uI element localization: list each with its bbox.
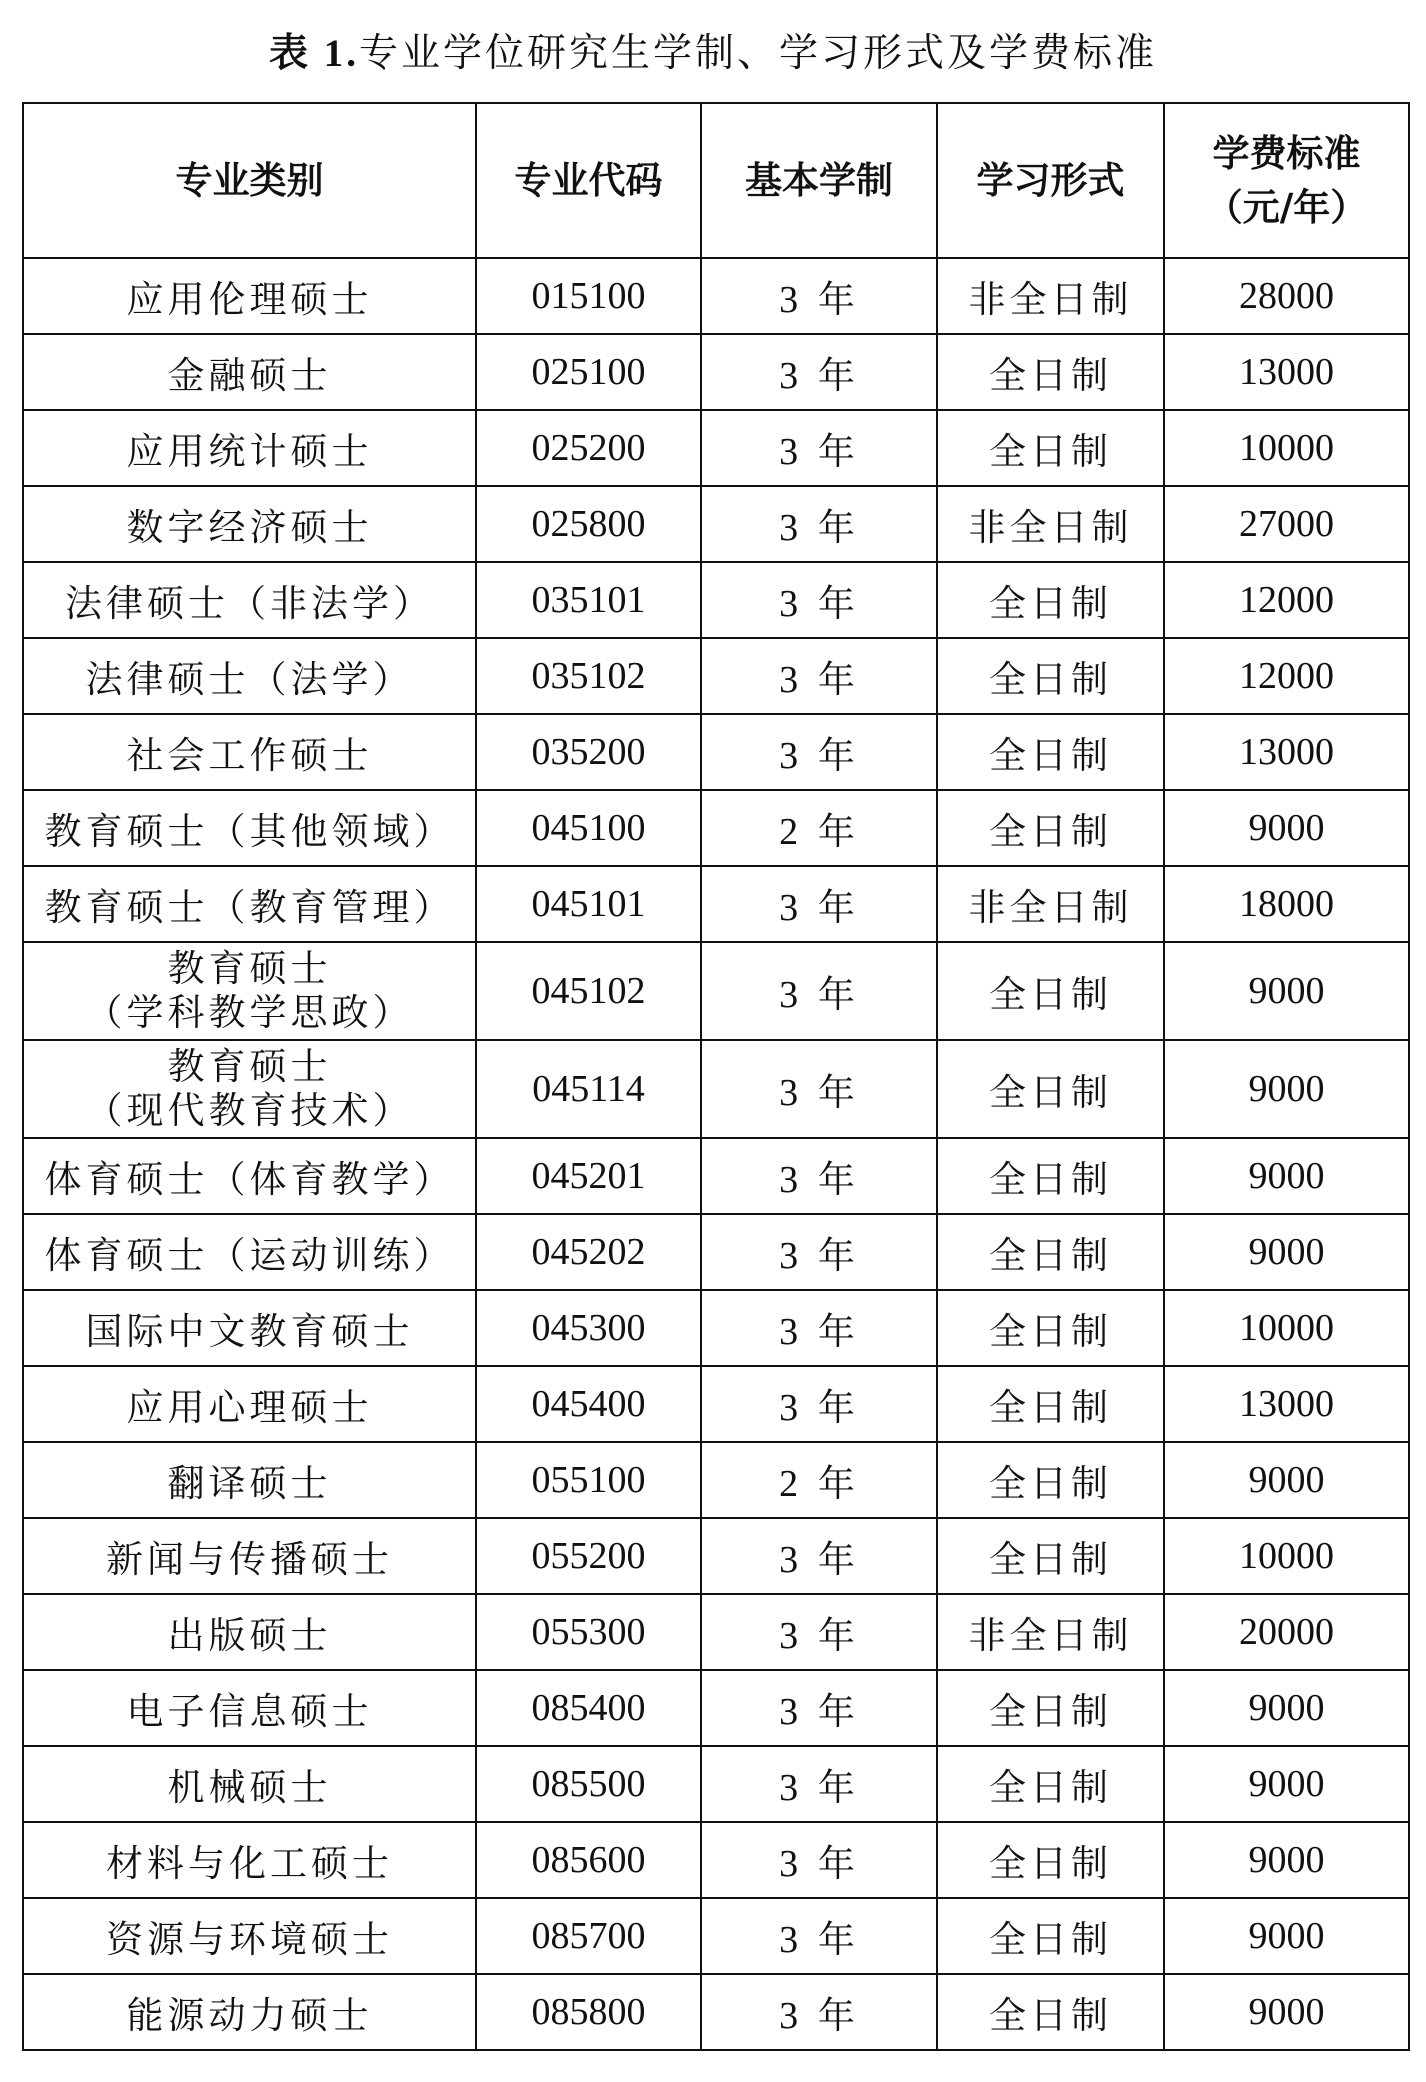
tuition-table [22, 102, 1410, 2051]
cell-mode: 非全日制 [937, 866, 1164, 942]
cell-category: 教育硕士（其他领域） [23, 790, 476, 866]
cell-code: 015100 [476, 258, 701, 334]
cell-category: 出版硕士 [23, 1594, 476, 1670]
cell-mode: 全日制 [937, 1898, 1164, 1974]
cell-code: 085500 [476, 1746, 701, 1822]
cell-years-unit: 年 [817, 1690, 859, 1733]
cell-years [701, 410, 937, 486]
cell-years-unit: 年 [817, 1994, 859, 2037]
cell-fee: 12000 [1164, 638, 1409, 714]
cell-years [701, 1214, 937, 1290]
cell-mode: 全日制 [937, 1670, 1164, 1746]
cell-category: 法律硕士（法学） [23, 638, 476, 714]
cell-code: 045100 [476, 790, 701, 866]
cell-mode: 非全日制 [937, 486, 1164, 562]
table-title-text: 专业学位研究生学制、学习形式及学费标准 [359, 31, 1158, 76]
table-row [23, 790, 1409, 866]
cell-category: 资源与环境硕士 [23, 1898, 476, 1974]
cell-years-unit: 年 [817, 1234, 859, 1277]
table-row [23, 1442, 1409, 1518]
cell-mode: 非全日制 [937, 258, 1164, 334]
cell-fee: 9000 [1164, 1746, 1409, 1822]
cell-years-unit: 年 [817, 810, 859, 853]
cell-category: 能源动力硕士 [23, 1974, 476, 2050]
cell-category: 数字经济硕士 [23, 486, 476, 562]
cell-years-unit: 年 [817, 1842, 859, 1885]
cell-years [701, 1746, 937, 1822]
cell-years [701, 1442, 937, 1518]
cell-years-value: 2 [779, 811, 803, 853]
cell-years-unit: 年 [817, 1310, 859, 1353]
table-row [23, 1746, 1409, 1822]
cell-years-value: 3 [779, 1159, 803, 1201]
cell-years-value: 3 [779, 1387, 803, 1429]
cell-years-value: 3 [779, 431, 803, 473]
cell-years [701, 562, 937, 638]
header-mode: 学习形式 [937, 103, 1164, 258]
cell-years [701, 1594, 937, 1670]
cell-years-value: 3 [779, 1539, 803, 1581]
cell-mode: 全日制 [937, 714, 1164, 790]
header-category: 专业类别 [23, 103, 476, 258]
cell-fee: 9000 [1164, 790, 1409, 866]
cell-mode: 全日制 [937, 1290, 1164, 1366]
cell-fee: 9000 [1164, 1974, 1409, 2050]
cell-category: 应用伦理硕士 [23, 258, 476, 334]
cell-years [701, 1822, 937, 1898]
cell-category: 金融硕士 [23, 334, 476, 410]
cell-mode: 全日制 [937, 790, 1164, 866]
cell-years-unit: 年 [817, 582, 859, 625]
cell-category [23, 942, 476, 1040]
cell-years-unit: 年 [817, 1538, 859, 1581]
cell-fee: 13000 [1164, 714, 1409, 790]
cell-mode: 全日制 [937, 1138, 1164, 1214]
cell-code: 085400 [476, 1670, 701, 1746]
table-row [23, 334, 1409, 410]
cell-code: 045102 [476, 942, 701, 1040]
cell-years-value: 3 [779, 1995, 803, 2037]
cell-years-value: 3 [779, 1843, 803, 1885]
cell-code: 035102 [476, 638, 701, 714]
cell-years-value: 3 [779, 1235, 803, 1277]
cell-years [701, 790, 937, 866]
cell-years-value: 3 [779, 659, 803, 701]
cell-category: 体育硕士（体育教学） [23, 1138, 476, 1214]
cell-years [701, 1366, 937, 1442]
cell-years-unit: 年 [817, 886, 859, 929]
cell-category: 国际中文教育硕士 [23, 1290, 476, 1366]
cell-category-line1: 教育硕士 [167, 1044, 332, 1088]
cell-years [701, 714, 937, 790]
cell-years [701, 1974, 937, 2050]
cell-fee: 18000 [1164, 866, 1409, 942]
cell-code: 045101 [476, 866, 701, 942]
cell-years-value: 3 [779, 583, 803, 625]
cell-mode: 全日制 [937, 942, 1164, 1040]
cell-years-unit: 年 [817, 278, 859, 321]
cell-years-unit: 年 [817, 1462, 859, 1505]
cell-years-value: 3 [779, 1691, 803, 1733]
table-row [23, 1670, 1409, 1746]
table-title-prefix: 表 1. [268, 32, 359, 75]
header-fee-line2: （元/年） [1205, 185, 1368, 229]
cell-code: 055100 [476, 1442, 701, 1518]
cell-fee: 13000 [1164, 334, 1409, 410]
header-code: 专业代码 [476, 103, 701, 258]
cell-years-value: 3 [779, 507, 803, 549]
cell-category: 应用统计硕士 [23, 410, 476, 486]
cell-years-unit: 年 [817, 430, 859, 473]
cell-years-unit: 年 [817, 658, 859, 701]
cell-category [23, 1040, 476, 1138]
table-row [23, 486, 1409, 562]
cell-code: 025100 [476, 334, 701, 410]
table-row [23, 714, 1409, 790]
cell-years-value: 3 [779, 974, 803, 1016]
cell-years-value: 3 [779, 887, 803, 929]
cell-mode: 全日制 [937, 410, 1164, 486]
cell-code: 055200 [476, 1518, 701, 1594]
cell-mode: 全日制 [937, 1974, 1164, 2050]
cell-mode: 全日制 [937, 1746, 1164, 1822]
cell-fee: 9000 [1164, 1670, 1409, 1746]
cell-years-unit: 年 [817, 1158, 859, 1201]
header-years: 基本学制 [701, 103, 937, 258]
cell-years [701, 1670, 937, 1746]
cell-fee: 9000 [1164, 1040, 1409, 1138]
cell-years-unit: 年 [817, 1071, 859, 1114]
cell-mode: 全日制 [937, 1214, 1164, 1290]
cell-years [701, 334, 937, 410]
cell-mode: 全日制 [937, 334, 1164, 410]
cell-category: 机械硕士 [23, 1746, 476, 1822]
cell-years-value: 3 [779, 1072, 803, 1114]
cell-years [701, 942, 937, 1040]
cell-years-value: 3 [779, 735, 803, 777]
cell-category: 教育硕士（教育管理） [23, 866, 476, 942]
cell-code: 045201 [476, 1138, 701, 1214]
cell-years-value: 3 [779, 355, 803, 397]
cell-years [701, 1290, 937, 1366]
table-row [23, 1822, 1409, 1898]
cell-years [701, 1898, 937, 1974]
cell-fee: 9000 [1164, 942, 1409, 1040]
cell-years-value: 3 [779, 1311, 803, 1353]
cell-years-unit: 年 [817, 354, 859, 397]
cell-code: 045400 [476, 1366, 701, 1442]
cell-fee: 13000 [1164, 1366, 1409, 1442]
table-row [23, 1974, 1409, 2050]
cell-years-unit: 年 [817, 1386, 859, 1429]
cell-mode: 全日制 [937, 638, 1164, 714]
cell-fee: 10000 [1164, 1290, 1409, 1366]
cell-years [701, 638, 937, 714]
cell-mode: 全日制 [937, 562, 1164, 638]
cell-years-unit: 年 [817, 1918, 859, 1961]
cell-mode: 全日制 [937, 1442, 1164, 1518]
cell-fee: 9000 [1164, 1898, 1409, 1974]
cell-code: 045202 [476, 1214, 701, 1290]
cell-code: 035200 [476, 714, 701, 790]
table-row [23, 1290, 1409, 1366]
cell-fee: 28000 [1164, 258, 1409, 334]
cell-fee: 10000 [1164, 1518, 1409, 1594]
cell-years-value: 3 [779, 1767, 803, 1809]
cell-category: 体育硕士（运动训练） [23, 1214, 476, 1290]
cell-category: 新闻与传播硕士 [23, 1518, 476, 1594]
cell-years [701, 486, 937, 562]
table-row [23, 1214, 1409, 1290]
cell-years-value: 2 [779, 1463, 803, 1505]
cell-category: 翻译硕士 [23, 1442, 476, 1518]
table-row [23, 942, 1409, 1040]
cell-category: 电子信息硕士 [23, 1670, 476, 1746]
cell-category: 材料与化工硕士 [23, 1822, 476, 1898]
cell-code: 045300 [476, 1290, 701, 1366]
cell-years-value: 3 [779, 1615, 803, 1657]
table-row [23, 1138, 1409, 1214]
cell-fee: 20000 [1164, 1594, 1409, 1670]
cell-mode: 全日制 [937, 1518, 1164, 1594]
cell-mode: 非全日制 [937, 1594, 1164, 1670]
table-row [23, 258, 1409, 334]
cell-mode: 全日制 [937, 1040, 1164, 1138]
cell-code: 025800 [476, 486, 701, 562]
cell-category-line2: （现代教育技术） [85, 1089, 414, 1132]
cell-years-unit: 年 [817, 506, 859, 549]
cell-code: 085600 [476, 1822, 701, 1898]
table-row [23, 410, 1409, 486]
cell-fee: 12000 [1164, 562, 1409, 638]
cell-category: 应用心理硕士 [23, 1366, 476, 1442]
cell-code: 035101 [476, 562, 701, 638]
header-fee [1164, 103, 1409, 258]
table-row [23, 866, 1409, 942]
cell-fee: 9000 [1164, 1138, 1409, 1214]
cell-years [701, 1518, 937, 1594]
table-body [23, 258, 1409, 2050]
cell-category: 社会工作硕士 [23, 714, 476, 790]
cell-mode: 全日制 [937, 1822, 1164, 1898]
cell-years [701, 1138, 937, 1214]
cell-fee: 9000 [1164, 1442, 1409, 1518]
cell-years [701, 866, 937, 942]
table-title [0, 22, 1426, 78]
cell-years [701, 1040, 937, 1138]
cell-years [701, 258, 937, 334]
table-row [23, 1898, 1409, 1974]
cell-fee: 27000 [1164, 486, 1409, 562]
cell-mode: 全日制 [937, 1366, 1164, 1442]
cell-category-line2: （学科教学思政） [85, 991, 414, 1034]
cell-years-unit: 年 [817, 973, 859, 1016]
cell-category-line1: 教育硕士 [167, 946, 332, 990]
cell-fee: 10000 [1164, 410, 1409, 486]
cell-fee: 9000 [1164, 1822, 1409, 1898]
cell-years-unit: 年 [817, 734, 859, 777]
table-row [23, 1518, 1409, 1594]
cell-code: 025200 [476, 410, 701, 486]
cell-years-unit: 年 [817, 1766, 859, 1809]
cell-code: 055300 [476, 1594, 701, 1670]
cell-category: 法律硕士（非法学） [23, 562, 476, 638]
cell-years-unit: 年 [817, 1614, 859, 1657]
table-row [23, 562, 1409, 638]
cell-code: 045114 [476, 1040, 701, 1138]
header-fee-line1: 学费标准 [1212, 131, 1361, 175]
table-row [23, 1366, 1409, 1442]
cell-code: 085700 [476, 1898, 701, 1974]
table-row [23, 1040, 1409, 1138]
cell-fee: 9000 [1164, 1214, 1409, 1290]
cell-code: 085800 [476, 1974, 701, 2050]
cell-years-value: 3 [779, 1919, 803, 1961]
cell-years-value: 3 [779, 279, 803, 321]
table-row [23, 1594, 1409, 1670]
table-row [23, 638, 1409, 714]
table-header-row [23, 103, 1409, 258]
